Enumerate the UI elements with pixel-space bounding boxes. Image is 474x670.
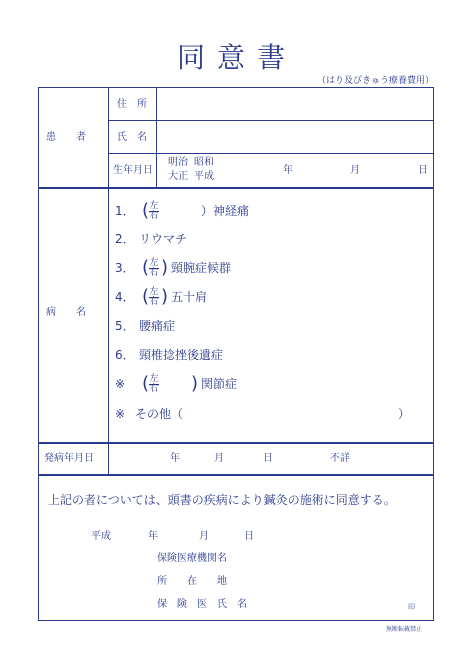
divider-onset-bottom (38, 474, 434, 476)
era-heisei: 平成 (194, 171, 214, 182)
disease-item (115, 200, 415, 224)
divider-disease-bottom (38, 442, 434, 444)
disease-item-number: 2． (115, 232, 135, 246)
consent-day: 日 (244, 531, 254, 542)
era-showa: 昭和 (194, 157, 214, 168)
left-right-choice[interactable]: 左 右 (149, 201, 159, 221)
onset-label: 発病年月日 (44, 453, 94, 464)
location-label: 所 在 地 (157, 576, 227, 587)
disease-item-number: ※ (115, 377, 126, 391)
dob-month: 月 (350, 165, 360, 176)
disease-item (115, 257, 415, 281)
divider-address (109, 120, 434, 121)
disease-item (115, 228, 415, 252)
paren-close: ） (398, 407, 411, 421)
consent-heisei: 平成 (91, 531, 111, 542)
left-right-choice[interactable]: 左 右 (149, 287, 159, 307)
disease-item-text: その他（ (135, 407, 184, 421)
onset-day: 日 (263, 453, 273, 464)
disease-item-number: 6． (115, 348, 135, 362)
patient-label: 患 者 (46, 132, 86, 143)
disease-item (115, 373, 415, 397)
dob-day: 日 (418, 165, 428, 176)
disease-item (115, 286, 415, 310)
disease-item-text: 五十肩 (171, 290, 208, 304)
disease-item-number: ※ (115, 407, 126, 421)
paren-close: ) (191, 373, 199, 394)
disease-item-number: 4． (115, 290, 135, 304)
disease-item-text: リウマチ (139, 232, 188, 246)
address-label: 住 所 (117, 99, 147, 110)
era-taisho: 大正 (168, 171, 188, 182)
disease-item-number: 1． (115, 204, 135, 218)
onset-unknown[interactable]: 不詳 (330, 453, 350, 464)
other-disease-field[interactable] (195, 405, 395, 425)
document-title: 同意書 (176, 41, 297, 74)
left-right-choice[interactable]: 左 右 (149, 258, 159, 278)
divider-name (109, 153, 434, 154)
divider-patient-bottom (38, 187, 434, 189)
onset-year: 年 (170, 453, 180, 464)
disease-item-number: 3． (115, 261, 135, 275)
address-field[interactable] (158, 90, 430, 118)
disease-item-number: 5． (115, 319, 135, 333)
disease-item (115, 315, 415, 339)
era-meiji: 明治 (168, 157, 188, 168)
paren-close: ) (161, 286, 169, 307)
name-field[interactable] (158, 123, 430, 151)
paren-open: ( (142, 257, 150, 278)
disease-item-text: ）神経痛 (201, 204, 250, 218)
seal-mark: 印 (408, 603, 415, 611)
left-right-choice[interactable]: 左 右 (149, 374, 159, 394)
disease-item-text: 腰痛症 (139, 319, 176, 333)
consent-year: 年 (148, 531, 158, 542)
paren-open: ( (142, 200, 150, 221)
dob-label: 生年月日 (113, 165, 153, 176)
disease-item-text: 関節症 (201, 377, 238, 391)
paren-open: ( (142, 373, 150, 394)
paren-close: ) (161, 257, 169, 278)
consent-month: 月 (199, 531, 209, 542)
onset-month: 月 (214, 453, 224, 464)
consent-statement: 上記の者については、頭書の疾病により鍼灸の施術に同意する。 (48, 493, 396, 507)
paren-open: ( (142, 286, 150, 307)
disease-label: 病 名 (46, 307, 86, 318)
dob-year: 年 (283, 165, 293, 176)
disease-item (115, 403, 415, 427)
doctor-label: 保 険 医 氏 名 (157, 599, 247, 610)
institution-label: 保険医療機関名 (157, 553, 227, 564)
vline-section-label (108, 87, 109, 475)
footer-notice: 無断転載禁止 (386, 626, 423, 633)
document-subtitle: （はり及びきゅう療養費用） (316, 76, 434, 86)
vline-field-label (156, 87, 157, 187)
name-label: 氏 名 (117, 132, 147, 143)
disease-item-text: 頸椎捻挫後遺症 (139, 348, 224, 362)
disease-item (115, 344, 415, 368)
disease-item-text: 頸腕症候群 (171, 261, 232, 275)
